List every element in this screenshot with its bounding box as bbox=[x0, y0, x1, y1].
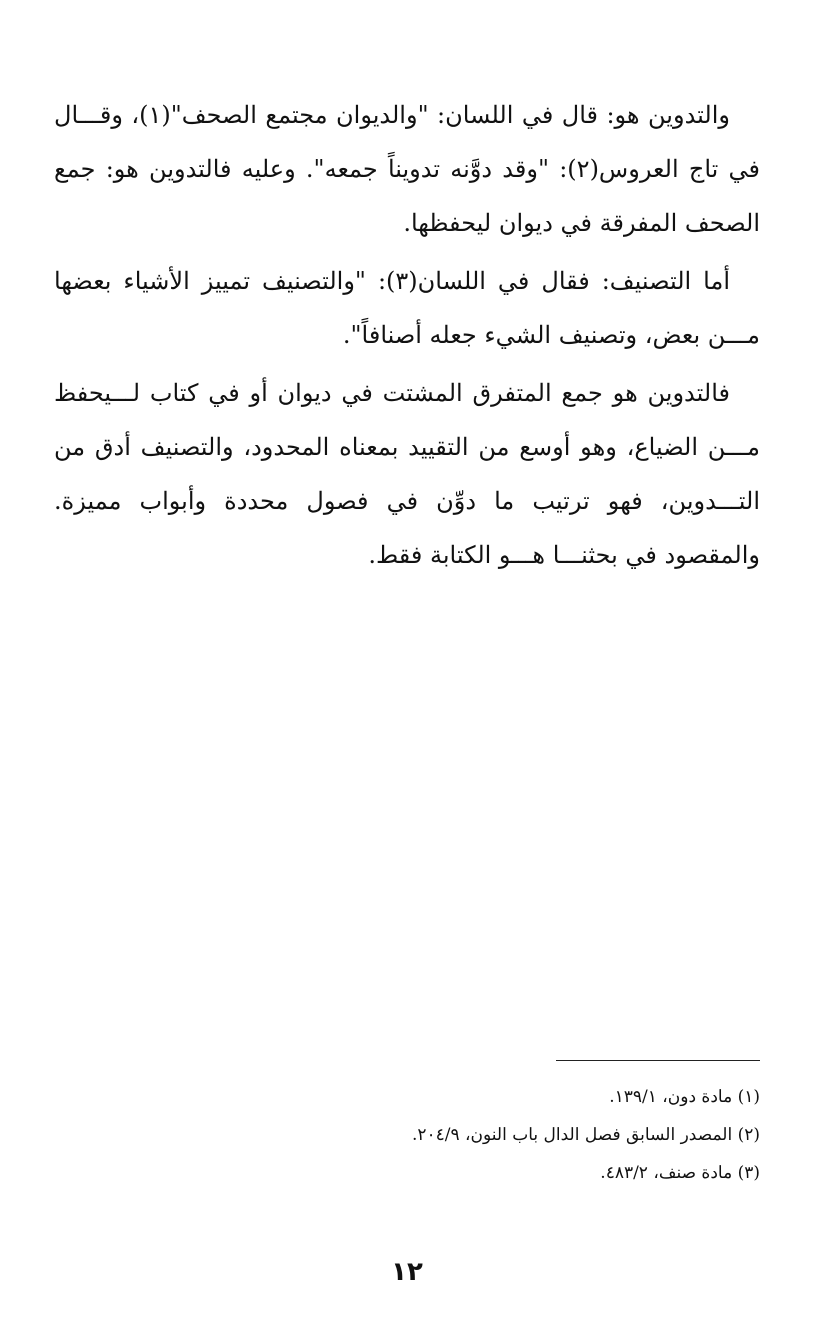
paragraph-conclusion: فالتدوين هو جمع المتفرق المشتت في ديوان أو في كتاب لـــيحفظ مـــن الضياع، وهو أوسع من التقييد بمعناه المحدود، والتصنيف أدق من التـــدوين، فهو ترتيب ما دوِّن في فصول محددة وأبواب مميزة. والمقصود في بحثنـــا هـــو الكتابة فقط. bbox=[54, 379, 760, 569]
footnote-2: (٢) المصدر السابق فصل الدال باب النون، ٢٠٤/٩. bbox=[411, 1125, 760, 1145]
footnote-separator bbox=[556, 1060, 760, 1061]
paragraph-tadween-definition: والتدوين هو: قال في اللسان: "والديوان مجتمع الصحف"(١)، وقـــال في تاج العروس(٢): "وقد دوَّنه تدويناً جمعه". وعليه فالتدوين هو: جمع الصحف المفرقة في ديوان ليحفظها. bbox=[54, 101, 760, 237]
body-text bbox=[54, 88, 760, 586]
page-number: ١٢ bbox=[391, 1257, 423, 1287]
footnote-3: (٣) مادة صنف، ٤٨٣/٢. bbox=[600, 1163, 760, 1183]
paragraph-tasneef-definition: أما التصنيف: فقال في اللسان(٣): "والتصنيف تمييز الأشياء بعضها مـــن بعض، وتصنيف الشيء جعله أصنافاً". bbox=[54, 267, 760, 349]
footnote-1: (١) مادة دون، ١٣٩/١. bbox=[609, 1087, 760, 1107]
footnotes bbox=[54, 1078, 760, 1192]
